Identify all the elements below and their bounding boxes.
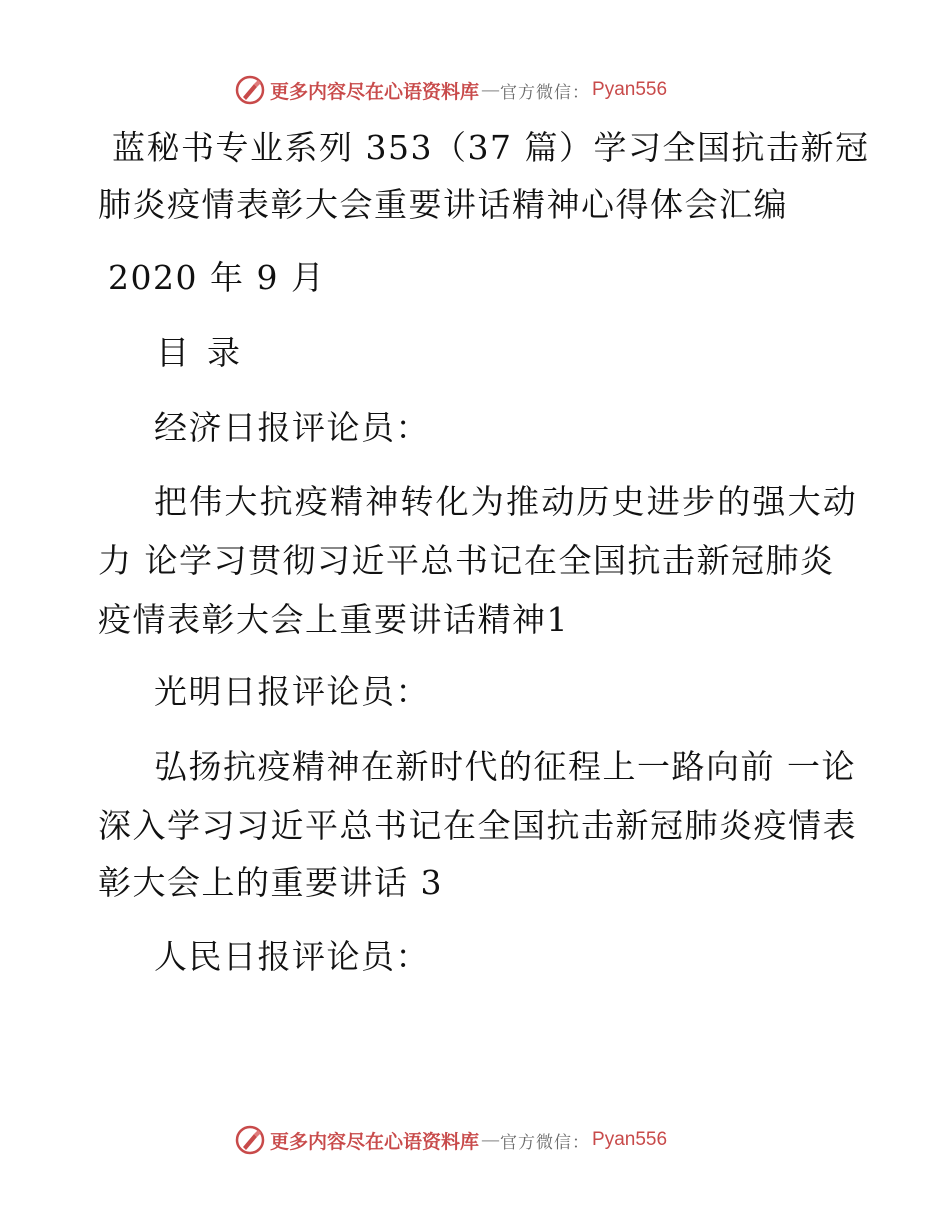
header-watermark: [234, 72, 667, 108]
watermark-separator: —: [481, 79, 501, 101]
toc-heading: 目录: [156, 333, 258, 372]
red-pen-seal-icon: [234, 1124, 266, 1156]
watermark-wechat-id: Pyan556: [592, 1129, 668, 1150]
entry-1-title-line-2: 力 论学习贯彻习近平总书记在全国抗击新冠肺炎: [98, 541, 835, 580]
watermark-wechat-id: Pyan556: [592, 79, 668, 100]
watermark-sub-text: 官方微信：: [500, 82, 591, 103]
entry-2-source: 光明日报评论员：: [154, 672, 430, 711]
entry-3-source: 人民日报评论员：: [154, 937, 430, 976]
red-pen-seal-icon: [234, 74, 266, 106]
entry-1-title-line-3: 疫情表彰大会上重要讲话精神1: [98, 600, 569, 639]
watermark-sub-text: 官方微信：: [500, 1132, 591, 1153]
entry-1-source: 经济日报评论员：: [154, 408, 430, 447]
entry-2-title-line-3: 彰大会上的重要讲话 3: [98, 863, 443, 902]
document-title-line-1: 蓝秘书专业系列 353（37 篇）学习全国抗击新冠: [112, 128, 870, 167]
footer-watermark: [234, 1122, 667, 1158]
entry-2-title-line-1: 弘扬抗疫精神在新时代的征程上一路向前 一论: [154, 747, 856, 786]
watermark-main-text: 更多内容尽在心语资料库: [270, 1130, 480, 1153]
watermark-main-text: 更多内容尽在心语资料库: [270, 80, 480, 103]
watermark-separator: —: [481, 1129, 501, 1151]
entry-1-title-line-1: 把伟大抗疫精神转化为推动历史进步的强大动: [154, 482, 858, 521]
document-date: 2020 年 9 月: [108, 258, 326, 297]
document-title-line-2: 肺炎疫情表彰大会重要讲话精神心得体会汇编: [98, 185, 788, 224]
entry-2-title-line-2: 深入学习习近平总书记在全国抗击新冠肺炎疫情表: [98, 806, 857, 845]
